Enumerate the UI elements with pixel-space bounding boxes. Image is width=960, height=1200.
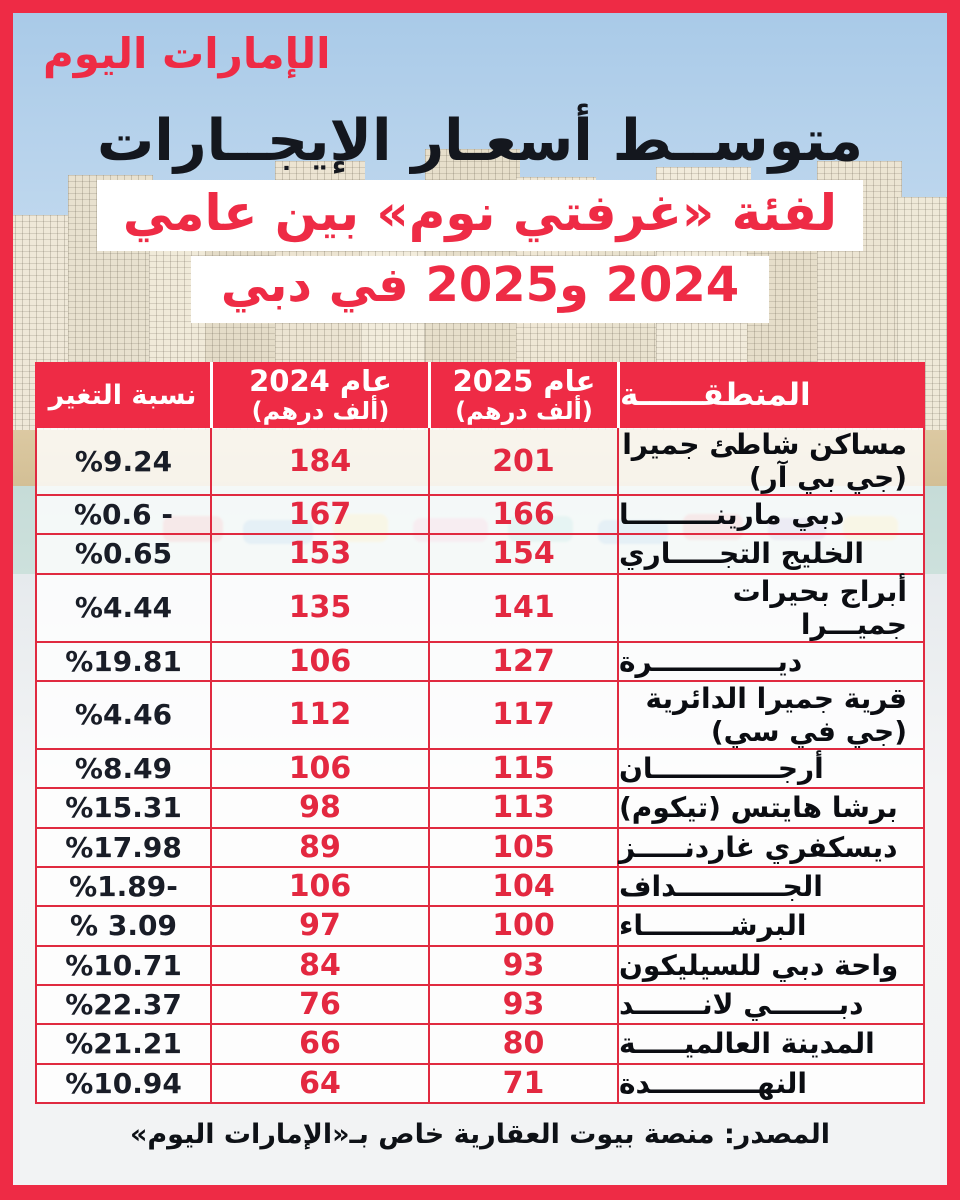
change-cell bbox=[37, 829, 210, 866]
title-line-3: 2024 و2025 في دبي bbox=[191, 256, 769, 323]
table-row bbox=[37, 533, 923, 572]
header-2024 bbox=[210, 362, 428, 428]
year-2025-cell: 93 bbox=[428, 947, 617, 984]
year-2025-cell: 141 bbox=[428, 575, 617, 641]
year-2025-cell: 71 bbox=[428, 1065, 617, 1102]
header-2024-unit: (ألف درهم) bbox=[251, 396, 390, 425]
change-cell bbox=[37, 496, 210, 533]
change-value: %4.46 bbox=[74, 698, 173, 732]
table-row bbox=[37, 827, 923, 866]
table-row bbox=[37, 428, 923, 494]
region-cell: أبراج بحيرات جميـــرا bbox=[617, 575, 923, 641]
table-row bbox=[37, 787, 923, 826]
change-cell bbox=[37, 682, 210, 748]
change-cell bbox=[37, 789, 210, 826]
year-2025-cell: 80 bbox=[428, 1025, 617, 1062]
change-value: %19.81 bbox=[65, 644, 182, 678]
header-region: المنطقــــــة bbox=[617, 362, 925, 428]
year-2024-cell: 184 bbox=[210, 428, 428, 494]
header-2025 bbox=[428, 362, 617, 428]
change-value: %15.31 bbox=[65, 791, 182, 825]
region-cell: ديسكفري غاردنـــــز bbox=[617, 829, 923, 866]
change-value: %21.21 bbox=[65, 1027, 182, 1061]
region-cell: ديـــــــــــــرة bbox=[617, 643, 923, 680]
year-2025-cell: 113 bbox=[428, 789, 617, 826]
change-cell bbox=[37, 868, 210, 905]
title-line-2: لفئة «غرفتي نوم» بين عامي bbox=[97, 180, 863, 251]
year-2024-cell: 106 bbox=[210, 643, 428, 680]
header-2025-unit: (ألف درهم) bbox=[455, 396, 593, 425]
table-row bbox=[37, 573, 923, 641]
year-2025-cell: 117 bbox=[428, 682, 617, 748]
brand-logo: الإمارات اليوم bbox=[43, 29, 331, 78]
region-cell: المدينة العالميـــــة bbox=[617, 1025, 923, 1062]
header-2025-year: عام 2025 bbox=[452, 364, 596, 399]
region-cell: دبي مارينـــــــــا bbox=[617, 496, 923, 533]
table-row bbox=[37, 984, 923, 1023]
table-row bbox=[37, 748, 923, 787]
year-2024-cell: 97 bbox=[210, 907, 428, 944]
table-row bbox=[37, 641, 923, 680]
region-cell: النهـــــــــــدة bbox=[617, 1065, 923, 1102]
year-2025-cell: 104 bbox=[428, 868, 617, 905]
change-cell bbox=[37, 643, 210, 680]
table-row bbox=[37, 866, 923, 905]
change-cell bbox=[37, 750, 210, 787]
year-2025-cell: 127 bbox=[428, 643, 617, 680]
table-header-row bbox=[35, 362, 925, 428]
region-cell: الجـــــــــــداف bbox=[617, 868, 923, 905]
year-2024-cell: 135 bbox=[210, 575, 428, 641]
year-2025-cell: 100 bbox=[428, 907, 617, 944]
change-cell bbox=[37, 986, 210, 1023]
year-2024-cell: 76 bbox=[210, 986, 428, 1023]
change-value: %10.71 bbox=[65, 948, 182, 982]
year-2024-cell: 106 bbox=[210, 750, 428, 787]
region-cell: قرية جميرا الدائرية (جي في سي) bbox=[617, 682, 923, 748]
year-2024-cell: 66 bbox=[210, 1025, 428, 1062]
change-value: % 3.09 bbox=[70, 909, 177, 943]
year-2025-cell: 105 bbox=[428, 829, 617, 866]
change-cell bbox=[37, 428, 210, 494]
year-2024-cell: 106 bbox=[210, 868, 428, 905]
table-row bbox=[37, 905, 923, 944]
table-row bbox=[37, 680, 923, 748]
change-cell bbox=[37, 1065, 210, 1102]
change-value: %1.89- bbox=[69, 870, 178, 904]
header-change: نسبة التغير bbox=[48, 379, 197, 411]
year-2024-cell: 89 bbox=[210, 829, 428, 866]
change-cell bbox=[37, 1025, 210, 1062]
table-row bbox=[37, 494, 923, 533]
header-2024-year: عام 2024 bbox=[249, 364, 392, 399]
region-cell: برشا هايتس (تيكوم) bbox=[617, 789, 923, 826]
year-2024-cell: 84 bbox=[210, 947, 428, 984]
change-value: %9.24 bbox=[74, 444, 173, 478]
region-cell: الخليج التجـــــاري bbox=[617, 535, 923, 572]
year-2025-cell: 166 bbox=[428, 496, 617, 533]
year-2025-cell: 201 bbox=[428, 428, 617, 494]
year-2024-cell: 153 bbox=[210, 535, 428, 572]
year-2025-cell: 93 bbox=[428, 986, 617, 1023]
title-block bbox=[13, 107, 947, 323]
region-cell: مساكن شاطئ جميرا (جي بي آر) bbox=[617, 428, 923, 494]
region-cell: البرشـــــــــاء bbox=[617, 907, 923, 944]
change-cell bbox=[37, 907, 210, 944]
year-2025-cell: 115 bbox=[428, 750, 617, 787]
change-cell bbox=[37, 947, 210, 984]
change-value: %0.6 - bbox=[73, 498, 174, 532]
change-value: %10.94 bbox=[65, 1066, 182, 1100]
table-row bbox=[37, 945, 923, 984]
year-2025-cell: 154 bbox=[428, 535, 617, 572]
rent-table bbox=[35, 362, 925, 1104]
region-cell: أرجـــــــــــــان bbox=[617, 750, 923, 787]
table-row bbox=[37, 1023, 923, 1062]
change-value: %0.65 bbox=[74, 537, 173, 571]
change-value: %22.37 bbox=[65, 988, 182, 1022]
year-2024-cell: 98 bbox=[210, 789, 428, 826]
year-2024-cell: 167 bbox=[210, 496, 428, 533]
change-value: %8.49 bbox=[74, 752, 173, 786]
year-2024-cell: 112 bbox=[210, 682, 428, 748]
table-row bbox=[37, 1063, 923, 1102]
year-2024-cell: 64 bbox=[210, 1065, 428, 1102]
change-cell bbox=[37, 535, 210, 572]
source-line: المصدر: منصة بيوت العقارية خاص بـ«الإمارات اليوم» bbox=[129, 1119, 831, 1150]
region-cell: دبـــــــي لانـــــــد bbox=[617, 986, 923, 1023]
change-value: %17.98 bbox=[65, 830, 182, 864]
change-cell bbox=[37, 575, 210, 641]
table-body bbox=[35, 428, 925, 1104]
change-value: %4.44 bbox=[74, 591, 173, 625]
title-line-1: متوســط أسعـار الإيجــارات bbox=[97, 108, 863, 174]
region-cell: واحة دبي للسيليكون bbox=[617, 947, 923, 984]
